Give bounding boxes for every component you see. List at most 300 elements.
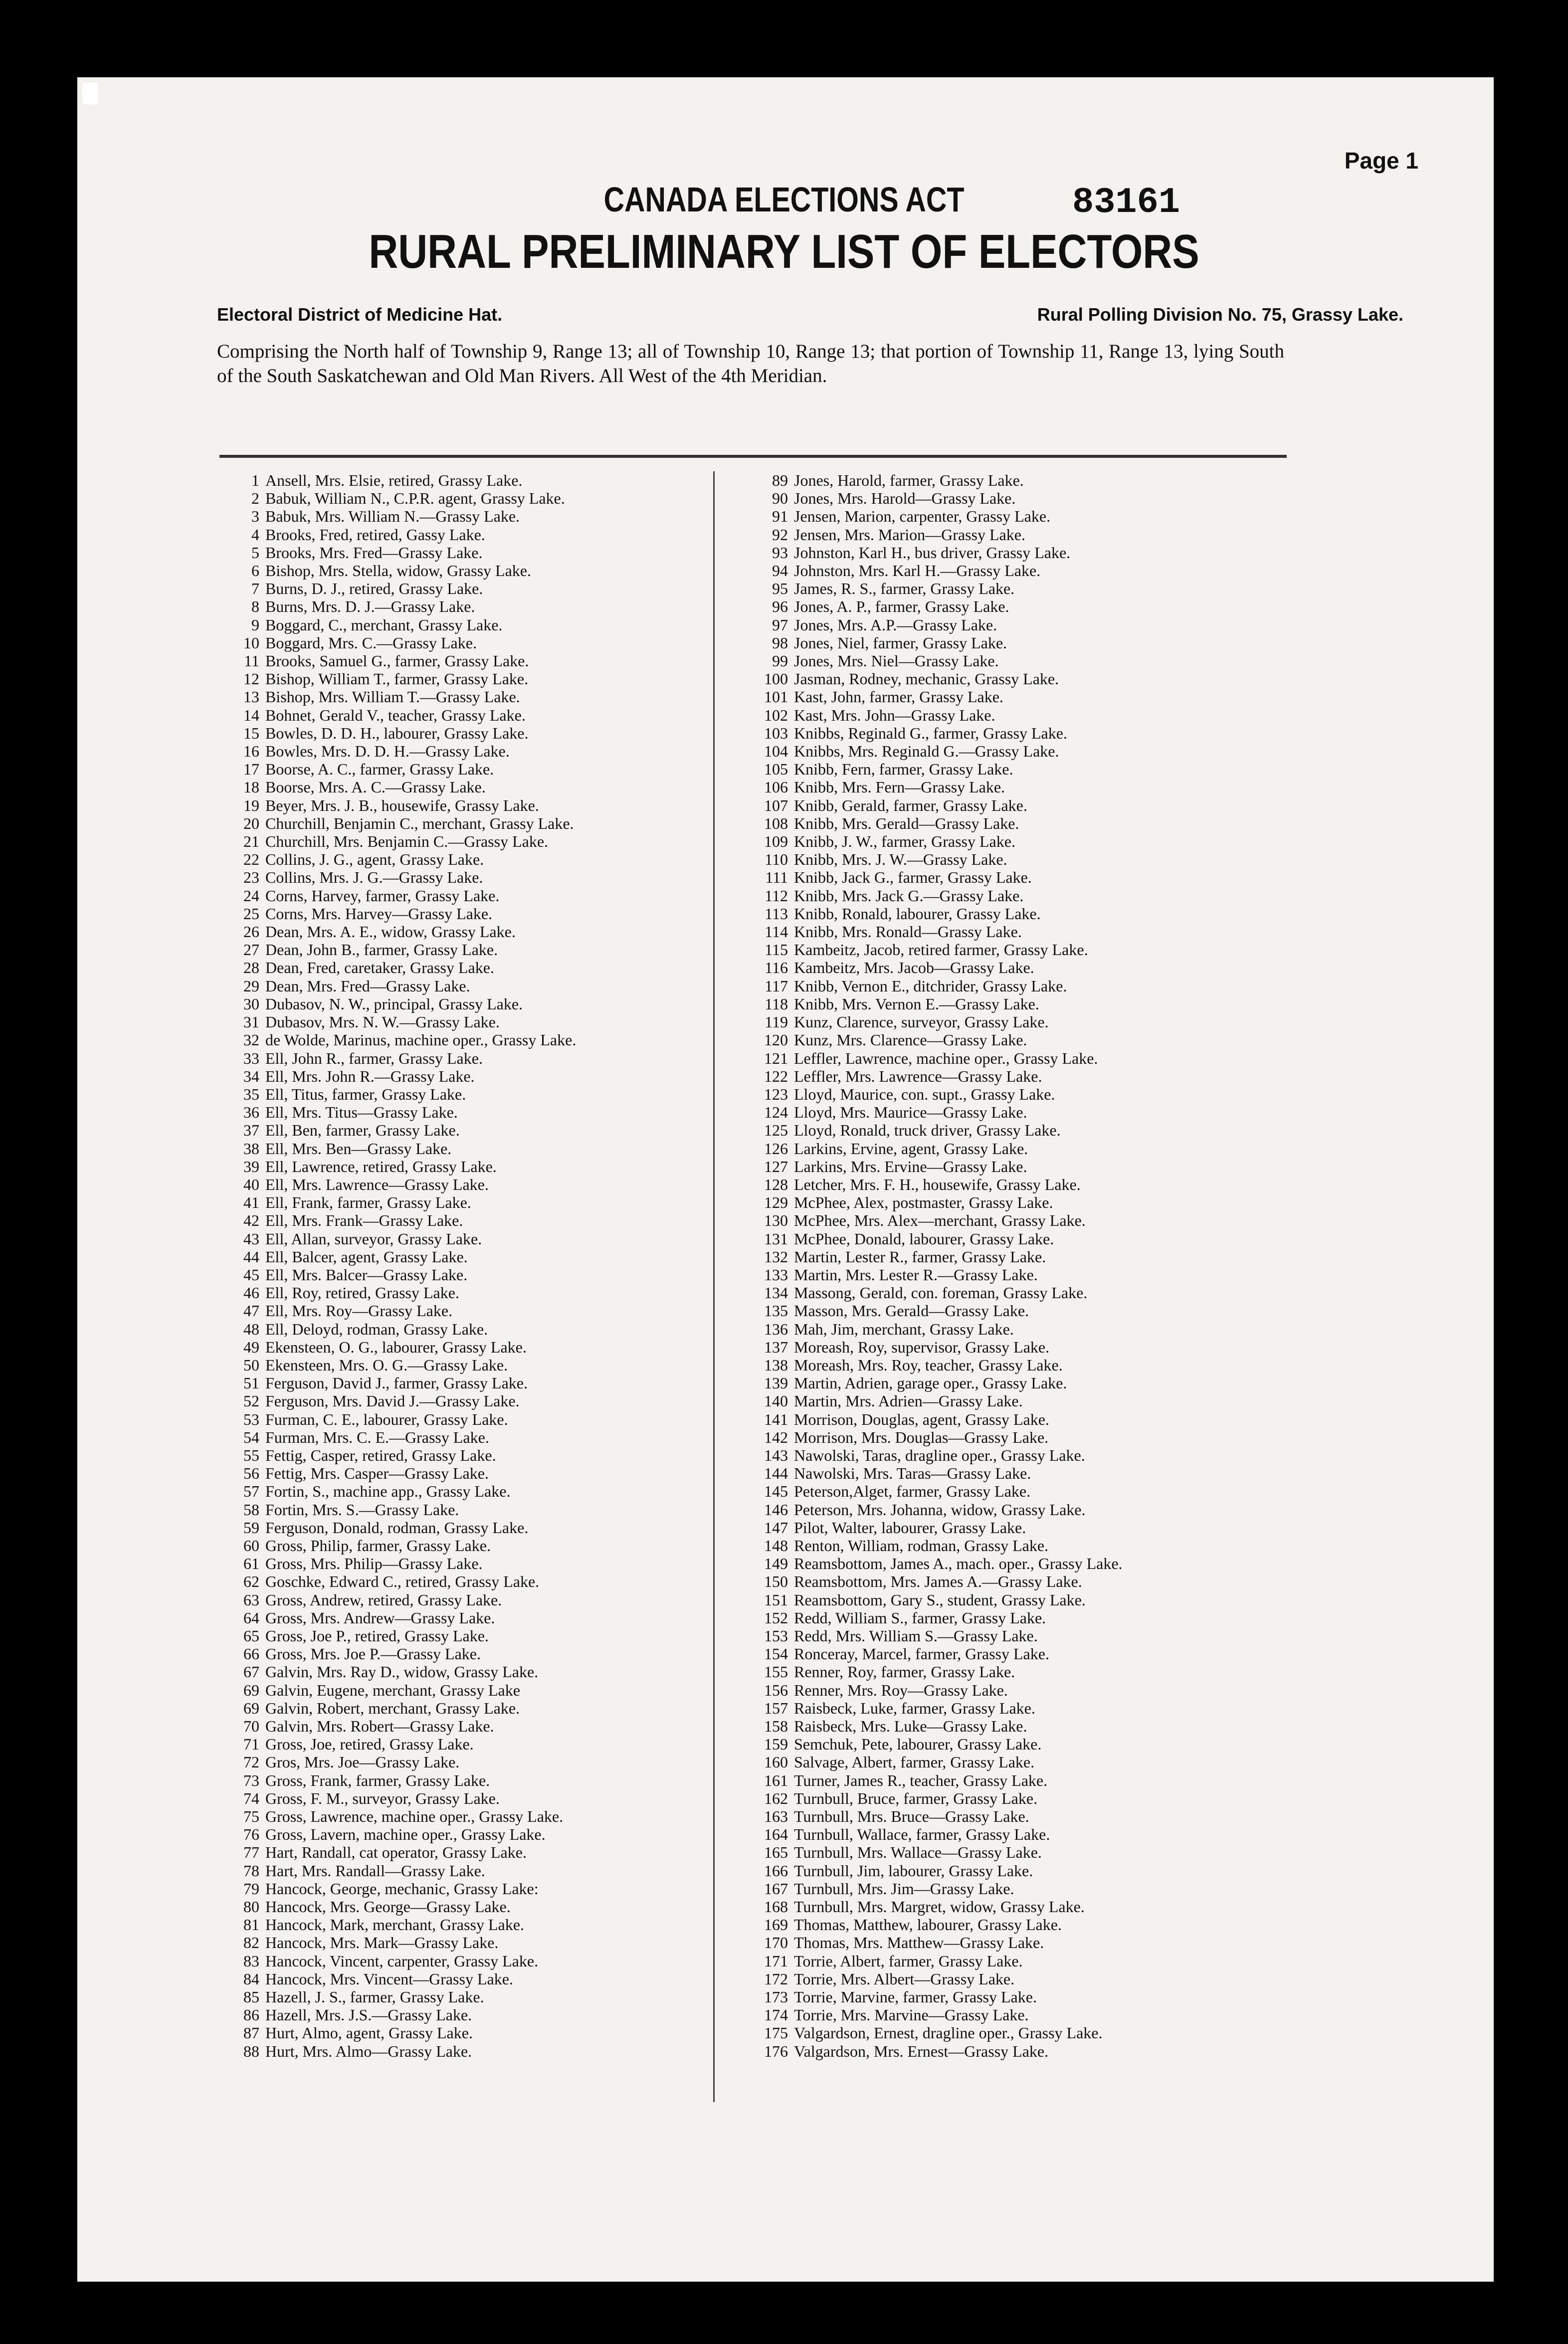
elector-number: 170 [764,1934,788,1952]
elector-entry [733,1537,1123,1555]
elector-number: 77 [243,1843,259,1862]
elector-details: Nawolski, Mrs. Taras—Grassy Lake. [794,1464,1031,1483]
elector-number: 2 [251,489,259,508]
elector-details: Knibb, J. W., farmer, Grassy Lake. [794,832,1015,851]
elector-details: Ell, Mrs. Titus—Grassy Lake. [265,1103,458,1122]
elector-entry [733,688,1123,706]
elector-details: Knibb, Vernon E., ditchrider, Grassy Lake. [794,977,1067,995]
elector-details: Morrison, Douglas, agent, Grassy Lake. [794,1410,1049,1428]
elector-number: 138 [764,1356,788,1374]
elector-number: 44 [243,1247,259,1266]
elector-number: 70 [243,1717,259,1736]
elector-details: Kambeitz, Mrs. Jacob—Grassy Lake. [794,959,1034,977]
elector-entry [214,796,576,814]
elector-details: Thomas, Matthew, labourer, Grassy Lake. [794,1916,1062,1934]
elector-number: 3 [251,507,259,526]
elector-number: 39 [243,1157,259,1175]
electors-list-right-column [733,471,1123,2060]
elector-number: 1 [251,471,259,489]
elector-number: 8 [251,597,259,616]
elector-number: 66 [243,1645,259,1663]
elector-entry [733,562,1123,580]
elector-entry [214,1501,576,1519]
elector-details: Ell, Deloyd, rodman, Grassy Lake. [265,1320,488,1338]
elector-entry [733,923,1123,941]
elector-details: Knibbs, Reginald G., farmer, Grassy Lake. [794,724,1067,742]
elector-number: 41 [243,1193,259,1212]
elector-entry [214,1392,576,1410]
elector-entry [214,507,576,525]
elector-details: Knibb, Jack G., farmer, Grassy Lake. [794,868,1032,887]
elector-details: Gross, Andrew, retired, Grassy Lake. [265,1590,502,1609]
elector-number: 157 [764,1699,788,1717]
elector-number: 56 [243,1464,259,1483]
elector-entry [214,1067,576,1085]
elector-entry [733,1519,1123,1537]
elector-entry [733,706,1123,724]
elector-number: 48 [243,1320,259,1338]
elector-details: Masson, Mrs. Gerald—Grassy Lake. [794,1302,1029,1320]
elector-entry [733,832,1123,850]
elector-entry [214,706,576,724]
elector-details: Ferguson, Mrs. David J.—Grassy Lake. [265,1392,520,1410]
elector-entry [733,778,1123,796]
elector-entry [733,1338,1123,1356]
elector-entry [733,580,1123,597]
elector-number: 28 [243,959,259,977]
column-divider [713,471,715,2102]
elector-details: Collins, J. G., agent, Grassy Lake. [265,850,484,869]
elector-entry [214,526,576,544]
elector-number: 47 [243,1302,259,1320]
elector-entry [733,1230,1123,1248]
elector-number: 14 [243,706,259,724]
elector-details: Burns, Mrs. D. J.—Grassy Lake. [265,597,475,616]
elector-number: 136 [764,1320,788,1338]
elector-details: Galvin, Eugene, merchant, Grassy Lake [265,1681,520,1699]
elector-number: 24 [243,886,259,905]
elector-entry [733,1717,1123,1735]
elector-number: 102 [764,706,788,724]
elector-details: Raisbeck, Luke, farmer, Grassy Lake. [794,1699,1035,1717]
elector-details: Ronceray, Marcel, farmer, Grassy Lake. [794,1645,1049,1663]
elector-entry [733,1103,1123,1121]
elector-details: Ell, John R., farmer, Grassy Lake. [265,1049,483,1067]
elector-entry [214,1049,576,1067]
elector-entry [733,1085,1123,1103]
elector-entry [214,1410,576,1428]
film-sprocket [82,82,98,104]
elector-details: Gross, Joe, retired, Grassy Lake. [265,1735,474,1754]
elector-details: Larkins, Mrs. Ervine—Grassy Lake. [794,1157,1027,1175]
elector-number: 5 [251,543,259,562]
elector-entry [733,868,1123,886]
elector-entry [733,796,1123,814]
elector-number: 99 [772,652,788,670]
elector-entry [733,1248,1123,1266]
elector-number: 130 [764,1211,788,1230]
elector-number: 114 [765,923,788,941]
elector-number: 119 [765,1013,788,1031]
elector-details: Valgardson, Ernest, dragline oper., Grassy Lake. [794,2024,1103,2042]
elector-details: Torrie, Mrs. Marvine—Grassy Lake. [794,2006,1029,2024]
elector-details: Fettig, Mrs. Casper—Grassy Lake. [265,1464,489,1483]
elector-entry [733,1572,1123,1590]
elector-number: 78 [243,1861,259,1880]
elector-details: Jensen, Mrs. Marion—Grassy Lake. [794,525,1025,544]
elector-number: 79 [243,1879,259,1898]
elector-details: Turnbull, Wallace, farmer, Grassy Lake. [794,1825,1050,1844]
elector-details: Knibb, Mrs. Ronald—Grassy Lake. [794,923,1022,941]
elector-number: 13 [243,688,259,706]
elector-number: 110 [765,850,788,869]
polling-division: Rural Polling Division No. 75, Grassy Lake. [1037,304,1403,325]
elector-details: Hancock, Mrs. Vincent—Grassy Lake. [265,1969,513,1988]
elector-entry [214,1988,576,2006]
elector-entry [733,1663,1123,1681]
elector-number: 35 [243,1085,259,1103]
elector-entry [214,778,576,796]
elector-details: Peterson,Alget, farmer, Grassy Lake. [794,1482,1031,1501]
elector-number: 55 [243,1446,259,1464]
elector-details: Brooks, Fred, retired, Gassy Lake. [265,525,485,544]
elector-entry [733,1428,1123,1446]
elector-entry [214,1537,576,1555]
elector-entry [214,544,576,562]
elector-entry [733,850,1123,868]
elector-details: Gross, Philip, farmer, Grassy Lake. [265,1536,491,1555]
elector-number: 154 [764,1645,788,1663]
elector-details: Reamsbottom, Gary S., student, Grassy Lake. [794,1590,1086,1609]
elector-details: Gross, Mrs. Philip—Grassy Lake. [265,1555,483,1573]
elector-entry [214,1880,576,1898]
elector-number: 131 [764,1229,788,1248]
elector-number: 137 [764,1338,788,1356]
elector-entry [733,1446,1123,1464]
elector-entry [733,1410,1123,1428]
elector-details: Dubasov, N. W., principal, Grassy Lake. [265,994,523,1013]
elector-details: Salvage, Albert, farmer, Grassy Lake. [794,1753,1035,1771]
elector-number: 144 [764,1464,788,1483]
elector-entry [214,905,576,923]
elector-number: 163 [764,1807,788,1826]
elector-number: 82 [243,1934,259,1952]
elector-number: 156 [764,1681,788,1699]
elector-entry [214,1230,576,1248]
elector-details: Kambeitz, Jacob, retired farmer, Grassy Lake. [794,941,1088,959]
elector-number: 91 [772,507,788,526]
elector-number: 19 [243,796,259,814]
elector-entry [214,652,576,670]
elector-number: 85 [243,1988,259,2006]
elector-number: 59 [243,1518,259,1537]
elector-entry [214,1572,576,1590]
elector-entry [214,1121,576,1139]
elector-number: 54 [243,1428,259,1446]
elector-number: 167 [764,1879,788,1898]
elector-number: 37 [243,1121,259,1140]
elector-entry [214,670,576,688]
elector-details: Babuk, William N., C.P.R. agent, Grassy Lake. [265,489,565,508]
elector-details: Dean, Fred, caretaker, Grassy Lake. [265,959,494,977]
elector-number: 155 [764,1663,788,1681]
elector-details: Torrie, Mrs. Albert—Grassy Lake. [794,1969,1015,1988]
elector-number: 112 [765,886,788,905]
elector-number: 166 [764,1861,788,1880]
elector-entry [733,1175,1123,1193]
elector-entry [733,616,1123,634]
elector-entry [733,489,1123,507]
elector-details: Ell, Ben, farmer, Grassy Lake. [265,1121,460,1140]
elector-number: 29 [243,977,259,995]
elector-details: Knibb, Fern, farmer, Grassy Lake. [794,760,1013,779]
elector-details: Letcher, Mrs. F. H., housewife, Grassy Lake. [794,1175,1081,1193]
elector-number: 124 [764,1103,788,1122]
elector-details: Kast, Mrs. John—Grassy Lake. [794,706,995,724]
elector-number: 108 [764,814,788,832]
elector-entry [214,1193,576,1211]
elector-details: Hancock, Mark, merchant, Grassy Lake. [265,1916,524,1934]
elector-details: de Wolde, Marinus, machine oper., Grassy Lake. [265,1031,577,1049]
elector-details: Ell, Frank, farmer, Grassy Lake. [265,1193,471,1212]
elector-entry [214,832,576,850]
elector-number: 7 [251,580,259,598]
elector-number: 134 [764,1284,788,1302]
elector-number: 64 [243,1608,259,1627]
elector-entry [733,1193,1123,1211]
elector-entry [733,1591,1123,1609]
elector-number: 40 [243,1175,259,1193]
elector-details: Turnbull, Mrs. Jim—Grassy Lake. [794,1879,1014,1898]
elector-entry [214,1211,576,1229]
elector-details: Galvin, Mrs. Ray D., widow, Grassy Lake. [265,1663,539,1681]
elector-details: Gross, Mrs. Joe P.—Grassy Lake. [265,1645,481,1663]
elector-details: Babuk, Mrs. William N.—Grassy Lake. [265,507,520,526]
elector-entry [214,1825,576,1843]
elector-details: Ferguson, David J., farmer, Grassy Lake. [265,1374,528,1392]
elector-details: Bowles, D. D. H., labourer, Grassy Lake. [265,724,529,742]
elector-number: 132 [764,1247,788,1266]
elector-entry [733,1609,1123,1627]
elector-entry [733,1825,1123,1843]
elector-details: James, R. S., farmer, Grassy Lake. [794,580,1015,598]
elector-number: 38 [243,1139,259,1158]
elector-number: 11 [244,652,259,670]
elector-details: Jones, Mrs. Harold—Grassy Lake. [794,489,1016,508]
elector-entry [733,995,1123,1013]
elector-number: 115 [765,941,788,959]
elector-number: 4 [251,525,259,544]
elector-number: 146 [764,1500,788,1519]
elector-number: 160 [764,1753,788,1771]
elector-entry [214,1862,576,1880]
elector-number: 32 [243,1031,259,1049]
elector-number: 33 [243,1049,259,1067]
elector-number: 113 [765,904,788,923]
elector-number: 31 [243,1013,259,1031]
elector-number: 87 [243,2024,259,2042]
elector-entry [733,1988,1123,2006]
elector-number: 168 [764,1898,788,1916]
elector-number: 120 [764,1031,788,1049]
elector-number: 80 [243,1898,259,1916]
elector-number: 96 [772,597,788,616]
elector-number: 52 [243,1392,259,1410]
elector-details: Renner, Roy, farmer, Grassy Lake. [794,1663,1015,1681]
elector-entry [733,544,1123,562]
elector-number: 76 [243,1825,259,1844]
elector-entry [733,1699,1123,1717]
header-rule [219,455,1287,458]
elector-details: Moreash, Roy, supervisor, Grassy Lake. [794,1338,1050,1356]
elector-number: 104 [764,742,788,761]
elector-details: Knibb, Mrs. J. W.—Grassy Lake. [794,850,1007,869]
elector-entry [733,1789,1123,1807]
elector-number: 145 [764,1482,788,1501]
elector-details: Ell, Lawrence, retired, Grassy Lake. [265,1157,497,1175]
elector-entry [733,1392,1123,1410]
elector-details: Renner, Mrs. Roy—Grassy Lake. [794,1681,1008,1699]
elector-entry [214,1789,576,1807]
elector-number: 149 [764,1555,788,1573]
elector-details: Morrison, Mrs. Douglas—Grassy Lake. [794,1428,1049,1446]
elector-number: 135 [764,1302,788,1320]
elector-details: Collins, Mrs. J. G.—Grassy Lake. [265,868,483,887]
elector-number: 50 [243,1356,259,1374]
elector-entry [214,1428,576,1446]
elector-details: Kast, John, farmer, Grassy Lake. [794,688,1003,706]
elector-entry [214,1519,576,1537]
elector-entry [214,1175,576,1193]
elector-details: Knibb, Mrs. Fern—Grassy Lake. [794,778,1005,796]
elector-number: 21 [243,832,259,851]
elector-details: Ell, Mrs. John R.—Grassy Lake. [265,1067,475,1085]
elector-number: 140 [764,1392,788,1410]
elector-details: Gross, Mrs. Andrew—Grassy Lake. [265,1608,495,1627]
elector-details: Fortin, Mrs. S.—Grassy Lake. [265,1500,459,1519]
elector-number: 109 [764,832,788,851]
elector-details: Gross, Lavern, machine oper., Grassy Lake. [265,1825,546,1844]
elector-details: Churchill, Mrs. Benjamin C.—Grassy Lake. [265,832,549,851]
elector-details: Hurt, Mrs. Almo—Grassy Lake. [265,2042,472,2060]
elector-number: 46 [243,1284,259,1302]
elector-details: Hart, Randall, cat operator, Grassy Lake. [265,1843,527,1862]
elector-number: 103 [764,724,788,742]
elector-entry [214,1103,576,1121]
elector-number: 171 [764,1952,788,1970]
elector-entry [733,742,1123,760]
elector-entry [214,887,576,905]
elector-number: 117 [765,977,788,995]
elector-entry [214,688,576,706]
elector-details: Ell, Balcer, agent, Grassy Lake. [265,1247,468,1266]
elector-details: Ell, Mrs. Ben—Grassy Lake. [265,1139,452,1158]
elector-number: 98 [772,633,788,652]
elector-number: 151 [764,1590,788,1609]
elector-details: McPhee, Alex, postmaster, Grassy Lake. [794,1193,1053,1212]
elector-entry [733,941,1123,959]
elector-details: Knibb, Gerald, farmer, Grassy Lake. [794,796,1027,814]
elector-entry [733,1320,1123,1338]
elector-entry [733,1374,1123,1392]
elector-entry [733,1049,1123,1067]
elector-details: Martin, Mrs. Adrien—Grassy Lake. [794,1392,1023,1410]
elector-number: 126 [764,1139,788,1158]
elector-details: McPhee, Mrs. Alex—merchant, Grassy Lake. [794,1211,1086,1230]
elector-entry [214,1158,576,1175]
elector-entry [733,1482,1123,1500]
elector-entry [214,1591,576,1609]
electoral-district: Electoral District of Medicine Hat. [217,304,503,325]
elector-entry [214,868,576,886]
elector-details: Ekensteen, Mrs. O. G.—Grassy Lake. [265,1356,508,1374]
elector-number: 49 [243,1338,259,1356]
elector-entry [733,1284,1123,1302]
elector-number: 60 [243,1536,259,1555]
elector-details: Kunz, Clarence, surveyor, Grassy Lake. [794,1013,1049,1031]
elector-details: Lloyd, Maurice, con. supt., Grassy Lake. [794,1085,1055,1103]
elector-entry [733,1952,1123,1970]
elector-entry [733,1067,1123,1085]
elector-number: 18 [243,778,259,796]
elector-number: 71 [243,1735,259,1754]
elector-details: Galvin, Robert, merchant, Grassy Lake. [265,1699,520,1717]
elector-entry [733,1862,1123,1880]
elector-number: 129 [764,1193,788,1212]
elector-details: Burns, D. J., retired, Grassy Lake. [265,580,483,598]
elector-entry [733,1916,1123,1934]
elector-entry [733,1266,1123,1284]
elector-number: 86 [243,2006,259,2024]
elector-number: 30 [243,994,259,1013]
elector-number: 159 [764,1735,788,1754]
elector-details: Martin, Mrs. Lester R.—Grassy Lake. [794,1265,1038,1284]
elector-number: 67 [243,1663,259,1681]
elector-entry [733,1501,1123,1519]
act-title: CANADA ELECTIONS ACT [603,180,965,219]
elector-entry [733,1464,1123,1482]
elector-entry [214,1140,576,1158]
elector-entry [214,1320,576,1338]
elector-entry [733,1970,1123,1988]
elector-number: 25 [243,904,259,923]
elector-entry [214,1681,576,1699]
elector-details: Leffler, Mrs. Lawrence—Grassy Lake. [794,1067,1042,1085]
elector-entry [733,2042,1123,2060]
elector-details: Pilot, Walter, labourer, Grassy Lake. [794,1518,1026,1537]
elector-details: Dean, Mrs. A. E., widow, Grassy Lake. [265,923,516,941]
elector-details: Jones, Mrs. A.P.—Grassy Lake. [794,615,997,634]
elector-entry [733,471,1123,489]
elector-entry [214,742,576,760]
elector-entry [214,814,576,832]
elector-number: 34 [243,1067,259,1085]
elector-entry [214,1464,576,1482]
elector-details: Dean, Mrs. Fred—Grassy Lake. [265,977,470,995]
elector-number: 9 [251,615,259,634]
elector-details: Raisbeck, Mrs. Luke—Grassy Lake. [794,1717,1027,1736]
elector-number: 169 [764,1916,788,1934]
elector-entry [733,2024,1123,2042]
elector-entry [733,634,1123,652]
elector-number: 111 [765,868,788,887]
elector-number: 57 [243,1482,259,1501]
elector-entry [733,760,1123,778]
elector-number: 58 [243,1500,259,1519]
elector-entry [214,1627,576,1645]
elector-entry [214,1898,576,1916]
page-label: Page 1 [1344,148,1418,174]
